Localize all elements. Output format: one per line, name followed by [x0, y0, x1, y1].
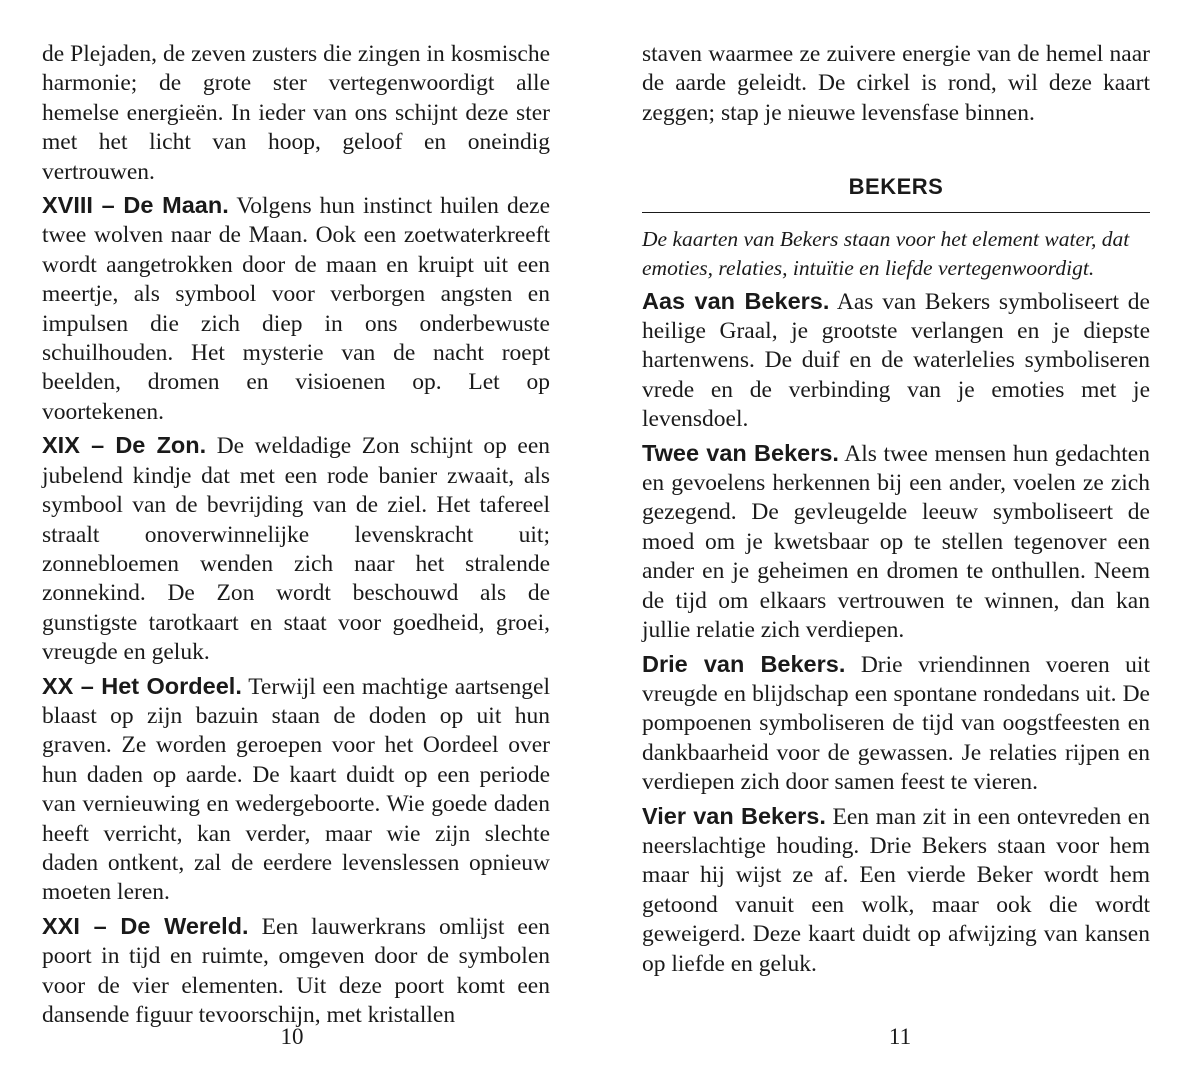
- paragraph-text: de Plejaden, de zeven zusters die zingen in kosmische harmonie; de grote ster vertegenwoordigt alle hemelse energieën. In ieder van ons schijnt deze ster met het licht van hoop, geloof en oneindig vertrouwen.: [42, 41, 550, 185]
- paragraph-de-maan: [42, 191, 550, 427]
- paragraph-heading: XXI – De Wereld.: [42, 912, 249, 939]
- section-intro: De kaarten van Bekers staan voor het element water, dat emoties, relaties, intuïtie en liefde vertegenwoordigt.: [642, 226, 1130, 280]
- paragraph-text: Aas van Bekers symboliseert de heilige Graal, je grootste verlangen en je diepste hartenwens. De duif en de waterlelies symboliseren vrede en de verbinding van je emoties met je levensdoel.: [642, 288, 1150, 433]
- paragraph-drie-van-bekers: [642, 650, 1150, 798]
- paragraph-text: Als twee mensen hun gedachten en gevoelens herkennen bij een ander, voelen ze zich gezegend. De gevleugelde leeuw symboliseert de moed om je kwetsbaar op te stellen tegenover een ander en je geheimen en dromen te onthullen. Neem de tijd om elkaars vertrouwen te winnen, dan kan jullie relatie zich verdiepen.: [642, 440, 1150, 644]
- paragraph-plejaden: [42, 40, 550, 187]
- page-number-right: 11: [888, 1024, 912, 1049]
- paragraph-heading: Twee van Bekers.: [642, 439, 839, 466]
- right-page: [642, 40, 1150, 983]
- paragraph-text: Volgens hun instinct huilen deze twee wolven naar de Maan. Ook een zoetwaterkreeft wordt aangetrokken door de maan en kruipt uit een meertje, als symbool voor verborgen angsten en impulsen die zich diep in ons onderbewuste schuilhouden. Het mysterie van de nacht roept beelden, dromen en visioenen op. Let op voortekenen.: [42, 193, 550, 425]
- paragraph-text: Drie vriendinnen voeren uit vreugde en blijdschap een spontane rondedans uit. De pompoenen symboliseren de tijd van oogstfeesten en dankbaarheid voor de gewassen. Je relaties rijpen en verdiepen zich door samen feest te vieren.: [642, 651, 1150, 796]
- paragraph-continuation: [642, 40, 1150, 128]
- paragraph-heading: Drie van Bekers.: [642, 650, 846, 677]
- paragraph-heading: Aas van Bekers.: [642, 287, 830, 314]
- section-heading-bekers: BEKERS: [642, 172, 1150, 212]
- paragraph-heading: XVIII – De Maan.: [42, 192, 229, 219]
- left-page: [42, 40, 550, 1034]
- paragraph-heading: XX – Het Oordeel.: [42, 672, 242, 699]
- paragraph-vier-van-bekers: [642, 802, 1150, 979]
- paragraph-de-zon: [42, 431, 550, 667]
- paragraph-text: Een lauwerkrans omlijst een poort in tijd en ruimte, omgeven door de symbolen voor de vier elementen. Uit deze poort komt een dansende figuur tevoorschijn, met kristallen: [42, 913, 550, 1028]
- paragraph-heading: Vier van Bekers.: [642, 802, 826, 829]
- paragraph-heading: XIX – De Zon.: [42, 432, 207, 459]
- paragraph-aas-van-bekers: [642, 287, 1150, 435]
- paragraph-het-oordeel: [42, 672, 550, 908]
- paragraph-de-wereld: [42, 912, 550, 1031]
- paragraph-text: staven waarmee ze zuivere energie van de hemel naar de aarde geleidt. De cirkel is rond, wil deze kaart zeggen; stap je nieuwe levensfase binnen.: [642, 41, 1150, 126]
- page-number-left: 10: [280, 1024, 304, 1049]
- paragraph-text: De weldadige Zon schijnt op een jubelend kindje dat met een rode banier zwaait, als symbool van de bevrijding van de ziel. Het tafereel straalt onoverwinnelijke levenskracht uit; zonnebloemen wenden zich naar het stralende zonnekind. De Zon wordt beschouwd als de gunstigste tarotkaart en staat voor goedheid, groei, vreugde en geluk.: [42, 433, 551, 666]
- paragraph-twee-van-bekers: [642, 439, 1150, 646]
- paragraph-text: Een man zit in een ontevreden en neerslachtige houding. Drie Bekers staan voor hem maar hij wijst ze af. Een vierde Beker wordt hem getoond vanuit een wolk, maar ook die wordt geweigerd. Deze kaart duidt op afwijzing van kansen op liefde en geluk.: [642, 803, 1150, 977]
- paragraph-text: Terwijl een machtige aartsengel blaast op zijn bazuin staan de doden op uit hun graven. Ze worden geroepen voor het Oordeel over hun daden op aarde. De kaart duidt op een periode van vernieuwing en wedergeboorte. Wie goede daden heeft verricht, kan verder, maar wie zijn slechte daden ontkent, zal de eerdere levenslessen opnieuw moeten leren.: [42, 673, 551, 906]
